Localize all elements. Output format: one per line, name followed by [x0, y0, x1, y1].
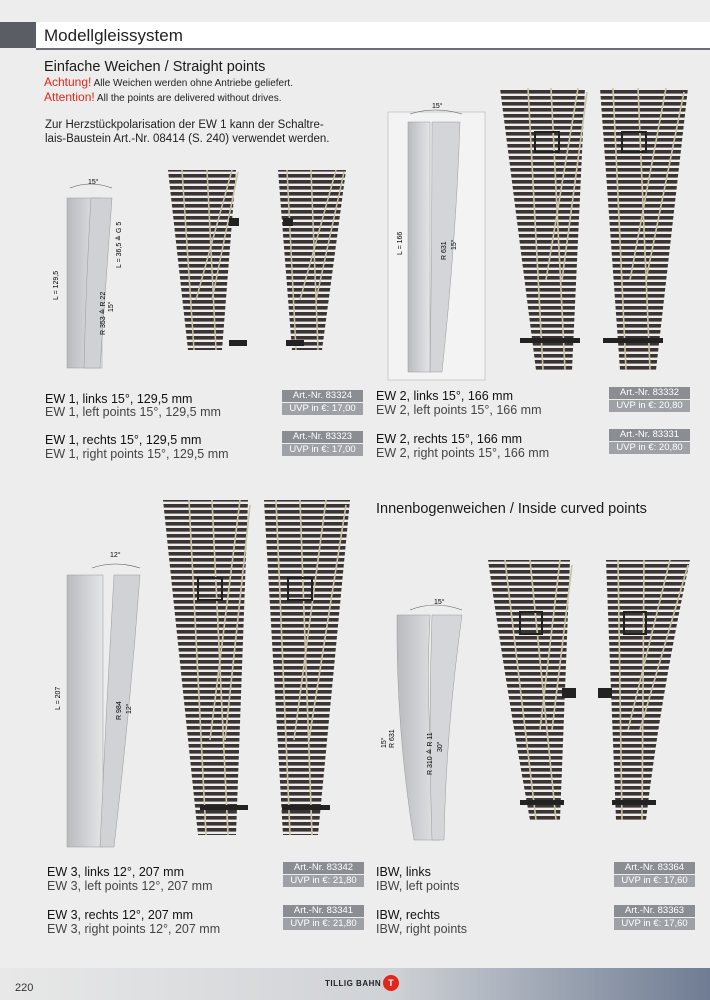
- price-badge: [282, 390, 363, 415]
- price: UVP in €: 17,60: [614, 875, 695, 887]
- price: UVP in €: 21,80: [283, 918, 364, 930]
- article-number: Art.-Nr. 83324: [282, 390, 363, 402]
- track-ew1-right: [278, 170, 346, 350]
- article-number: Art.-Nr. 83342: [283, 862, 364, 874]
- section-title-sep: /: [505, 501, 518, 517]
- product-name-de: EW 3, rechts 12°, 207 mm: [47, 908, 194, 922]
- article-number: Art.-Nr. 83341: [283, 905, 364, 917]
- warning-en-label: Attention!: [44, 90, 95, 104]
- page-title: Modellgleissystem: [44, 26, 183, 45]
- ew3-length: L = 207: [55, 686, 62, 710]
- warning-de-label: Achtung!: [44, 75, 92, 89]
- article-number: Art.-Nr. 83323: [282, 431, 363, 443]
- diagram-ew3: [55, 551, 140, 847]
- section-title-de: Einfache Weichen: [44, 59, 161, 75]
- article-number: Art.-Nr. 83363: [614, 905, 695, 917]
- brand-logo-text: TILLIG BAHN: [325, 978, 382, 988]
- ew1-angle2: 15°: [108, 301, 115, 312]
- ew3-radius: R 984: [116, 701, 123, 720]
- brand-logo: [325, 975, 399, 991]
- ibw-radius-b: R 310 ≙ R 11: [427, 732, 434, 775]
- price-badge: [282, 431, 363, 456]
- warning-en-text: All the points are delivered without drives.: [94, 93, 282, 104]
- article-number: Art.-Nr. 83332: [609, 387, 690, 399]
- section-title-de: Innenbogenweichen: [376, 501, 506, 517]
- ew2-angle: 15°: [432, 103, 443, 110]
- product-name-de: IBW, rechts: [376, 908, 440, 922]
- price: UVP in €: 20,80: [609, 400, 690, 412]
- price: UVP in €: 17,60: [614, 918, 695, 930]
- page-number: 220: [15, 982, 34, 994]
- article-number: Art.-Nr. 83364: [614, 862, 695, 874]
- ew3-angle: 12°: [110, 552, 121, 559]
- article-number: Art.-Nr. 83331: [609, 429, 690, 441]
- ew3-angle2: 12°: [126, 703, 133, 714]
- ibw-angle: 15°: [434, 599, 445, 606]
- price-badge: [614, 862, 695, 887]
- price: UVP in €: 21,80: [283, 875, 364, 887]
- product-name-en: EW 2, left points 15°, 166 mm: [376, 403, 542, 417]
- product-name-de: EW 3, links 12°, 207 mm: [47, 865, 184, 879]
- track-ew3-left: [163, 500, 250, 835]
- price-badge: [609, 387, 690, 412]
- product-name-en: EW 1, right points 15°, 129,5 mm: [45, 447, 229, 461]
- track-ew3-right: [264, 500, 350, 835]
- ew2-radius: R 631: [441, 241, 448, 260]
- ew1-dim: L = 36,5 ≙ G 5: [116, 221, 123, 268]
- warning-de-text: Alle Weichen werden ohne Antriebe geliefert.: [91, 78, 293, 89]
- diagram-ew2: [388, 102, 485, 380]
- track-ibw-right: [598, 560, 690, 820]
- price: UVP in €: 17,00: [282, 444, 363, 456]
- price-badge: [609, 429, 690, 454]
- product-name-en: EW 2, right points 15°, 166 mm: [376, 446, 550, 460]
- product-name-de: EW 2, rechts 15°, 166 mm: [376, 432, 523, 446]
- price-badge: [283, 862, 364, 887]
- note-line-2: lais-Baustein Art.-Nr. 08414 (S. 240) verwendet werden.: [45, 133, 330, 145]
- price-badge: [614, 905, 695, 930]
- price-badge: [283, 905, 364, 930]
- product-name-en: EW 1, left points 15°, 129,5 mm: [45, 405, 221, 419]
- section-title-en: Straight points: [172, 59, 266, 75]
- ew1-angle: 15°: [88, 179, 99, 186]
- ew2-angle2: 15°: [451, 239, 458, 250]
- diagram-ibw: [380, 598, 462, 840]
- product-name-en: EW 3, right points 12°, 207 mm: [47, 922, 221, 936]
- track-ew1-left: [168, 170, 247, 350]
- track-ibw-left: [488, 560, 576, 820]
- product-name-de: EW 1, rechts 15°, 129,5 mm: [45, 433, 202, 447]
- ibw-angle-b: 30°: [437, 741, 444, 752]
- ibw-angle-a: 15°: [381, 737, 388, 748]
- brand-logo-mark-icon: T: [383, 975, 399, 991]
- product-name-de: IBW, links: [376, 865, 431, 879]
- price: UVP in €: 20,80: [609, 442, 690, 454]
- ew1-length: L = 129,5: [53, 270, 60, 300]
- diagram-ew1: [53, 178, 123, 368]
- price: UVP in €: 17,00: [282, 403, 363, 415]
- ew1-radius: R 353 ≙ R 22: [100, 291, 107, 335]
- section-title-en: Inside curved points: [517, 501, 647, 517]
- track-ew2-left: [500, 88, 587, 370]
- track-ew2-right: [600, 88, 688, 370]
- ibw-radius-a: R 631: [389, 729, 396, 748]
- section-title-sep: /: [160, 59, 173, 75]
- product-name-de: EW 1, links 15°, 129,5 mm: [45, 392, 193, 406]
- product-name-en: EW 3, left points 12°, 207 mm: [47, 879, 213, 893]
- product-name-en: IBW, right points: [376, 922, 468, 936]
- product-name-en: IBW, left points: [376, 879, 460, 893]
- product-name-de: EW 2, links 15°, 166 mm: [376, 389, 513, 403]
- note-line-1: Zur Herzstückpolarisation der EW 1 kann der Schaltre-: [45, 119, 324, 131]
- ew2-length: L = 166: [397, 231, 404, 255]
